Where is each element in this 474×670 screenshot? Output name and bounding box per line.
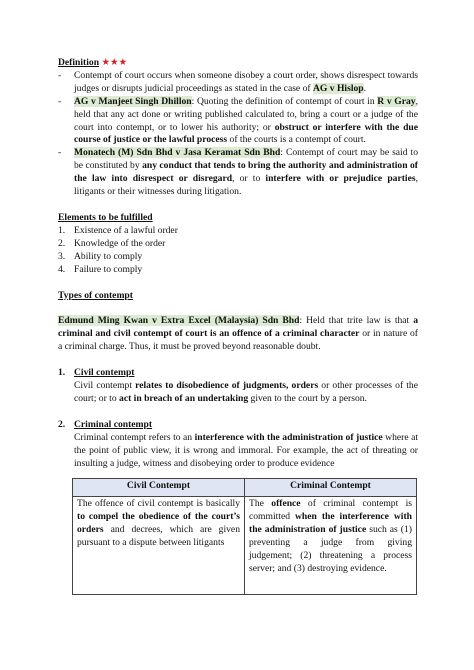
comparison-table — [72, 478, 417, 595]
case-paragraph: Edmund Ming Kwan v Extra Excel (Malaysia) Sdn Bhd: Held that trite law is that a criminal and civil contempt of court is an offence of a criminal character or in nature of a criminal charge. Thus, it must be proved beyond reasonable doubt. — [58, 315, 418, 353]
case-citation: R v Gray — [377, 95, 416, 107]
definition-heading: Definition — [58, 57, 100, 68]
table-header-row — [73, 479, 417, 497]
list-item: 4. Failure to comply — [58, 263, 143, 275]
criminal-contempt-title: Criminal contempt — [74, 418, 153, 430]
case-citation: Monatech (M) Sdn Bhd v Jasa Keramat Sdn Bhd — [74, 147, 281, 159]
elements-list — [58, 225, 418, 277]
case-citation: AG v Hislop — [312, 82, 364, 94]
list-item: 2. Knowledge of the order — [58, 237, 166, 249]
star-rating-icon: ★★★ — [101, 57, 128, 68]
civil-contempt-title: Civil contempt — [74, 367, 135, 379]
list-item: - AG v Manjeet Singh Dhillon: Quoting the definition of contempt of court in R v Gray, held that any act done or writing published calculated to, bring a court or a judge of the court into contempt, or to lower his authority; or obstruct or interfere with the due course of justice or the lawful process of the courts is a contempt of court. — [58, 95, 418, 146]
column-header-criminal: Criminal Contempt — [245, 479, 417, 497]
types-heading-line — [58, 290, 418, 303]
criminal-contempt-text: Criminal contempt refers to an interference with the administration of justice where at the point of public view, it is wrong and immoral. For example, the act of threating or insulting a judge, witness and disobeying order to produce evidence — [74, 431, 418, 469]
civil-cell: The offence of civil contempt is basically to compel the obedience of the court’s orders and decrees, which are given pursuant to a dispute between litigants — [73, 497, 245, 595]
case-citation: AG v Manjeet Singh Dhillon — [74, 95, 192, 107]
civil-contempt-text: Civil contempt relates to disobedience of judgments, orders or other processes of the court; or to act in breach of an undertaking given to the court by a person. — [74, 380, 418, 404]
table-row — [73, 497, 417, 595]
list-item: - Contempt of court occurs when someone disobey a court order, shows disrespect towards judges or disrupts judicial proceedings as stated in the case of AG v Hislop. — [58, 69, 418, 94]
column-header-civil: Civil Contempt — [73, 479, 245, 497]
list-item: 1. Existence of a lawful order — [58, 224, 178, 236]
list-item: 3. Ability to comply — [58, 250, 143, 262]
definition-heading-line — [58, 57, 418, 70]
elements-heading: Elements to be fulfilled — [58, 211, 153, 223]
definition-list — [58, 70, 418, 199]
case-citation: Edmund Ming Kwan v Extra Excel (Malaysia) Sdn Bhd — [58, 315, 300, 327]
criminal-contempt-section: 2. Criminal contempt Criminal contempt refers to an interference with the administration of justice where at the point of public view, it is wrong and immoral. For example, the act of threating or insulting a judge, witness and disobeying order to produce evidence — [58, 418, 418, 469]
criminal-cell: The offence of criminal contempt is committed when the interference with the administration of justice such as (1) preventing a judge from giving judgement; (2) threatening a process server; and (3) destroying evidence. — [245, 497, 417, 595]
civil-contempt-section: 1. Civil contempt Civil contempt relates to disobedience of judgments, orders or other processes of the court; or to act in breach of an undertaking given to the court by a person. — [58, 367, 418, 404]
types-heading: Types of contempt — [58, 289, 133, 301]
list-item: - Monatech (M) Sdn Bhd v Jasa Keramat Sdn Bhd: Contempt of court may be said to be constituted by any conduct that tends to bring the authority and administration of the law into disrespect or disregard, or to interfere with or prejudice parties, litigants or their witnesses during litigation. — [58, 147, 418, 198]
elements-heading-line — [58, 212, 418, 225]
